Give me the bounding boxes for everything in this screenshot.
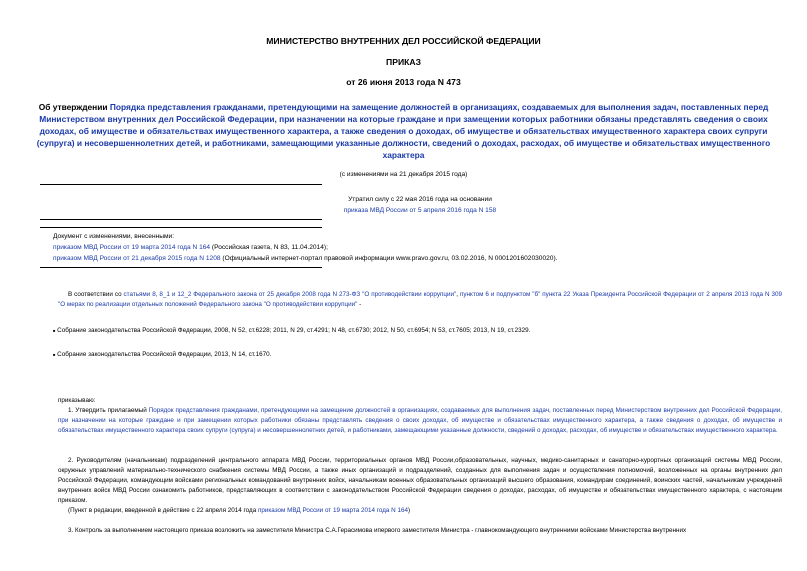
order-word: приказываю: bbox=[58, 397, 96, 404]
preamble-text: , bbox=[456, 291, 460, 298]
title-link[interactable]: Порядка представления гражданами, претендующими на замещение должностей в организациях, создаваемых для выполнения задач, поставленных перед Министерством внутренних дел Российской Федерации, при назначении на которые граждане и при замещении которых работники обязаны представлять сведения о своих доходах, об имуществе и обязательствах имущественного характера, а также сведения о доходах, об имуществе и обязательствах имущественного характера своих супруги (супруга) и несовершеннолетних детей, и работниками, замещающими указанные должности, сведений о доходах, расходах, об имуществе и обязательствах имущественного характера bbox=[36, 102, 771, 160]
changes-note: (с изменениями на 21 декабря 2015 года) bbox=[339, 171, 468, 178]
validity-link[interactable]: приказа МВД России от 5 апреля 2016 года N 158 bbox=[343, 207, 497, 214]
note-prefix: (Пункт в редакции, введенной в действие с 22 апреля 2014 года bbox=[68, 507, 258, 514]
footnote-text: Собрание законодательства Российской Федерации, 2013, N 14, ст.1670. bbox=[57, 351, 272, 358]
preamble-text: - bbox=[357, 301, 362, 308]
divider bbox=[40, 219, 322, 220]
procedure-link[interactable]: Порядок представления гражданами, претендующими на замещение должностей в организациях, создаваемых для выполнения задач, поставленных перед Министерством внутренних дел Российской Федерации, при назначении на которые граждане и при замещении которых работники обязаны представлять сведения о своих доходах, об имуществе и обязательствах имущественного характера, а также сведения о доходах, об имуществе и обязательствах имущественного характера своих супруги (супруга) и несовершеннолетних детей, и работниками, замещающими указанные должности, сведений о доходах, расходах, об имуществе и обязательствах имущественного характера. bbox=[58, 407, 783, 434]
divider bbox=[40, 184, 322, 185]
doc-type-heading: ПРИКАЗ bbox=[386, 57, 421, 67]
item-1 bbox=[58, 406, 782, 436]
amendment-link[interactable]: приказом МВД России от 21 декабря 2015 года N 1208 bbox=[53, 255, 221, 262]
item-3-text: 3. Контроль за выполнением настоящего приказа возложить на заместителя Министра С.А.Герасимова ипервого заместителя Министра - главнокомандующего внутренними войсками Министерства внутренних bbox=[68, 527, 687, 534]
footnote-text: Собрание законодательства Российской Федерации, 2008, N 52, ст.6228; 2011, N 29, ст.4291; N 48, ст.6730; 2012, N 50, ст.6954; N 53, ст.7605; 2013, N 19, ст.2329. bbox=[57, 327, 531, 334]
footnote-2: ■ Собрание законодательства Российской Федерации, 2013, N 14, ст.1670. bbox=[53, 351, 272, 358]
item-2 bbox=[58, 456, 782, 506]
item-1-prefix: 1. Утвердить прилагаемый bbox=[68, 407, 149, 414]
preamble-text: В соответствии со bbox=[68, 291, 124, 298]
note-suffix: ) bbox=[407, 507, 411, 514]
amendment-source: (Официальный интернет-портал правовой информации www.pravo.gov.ru, 03.02.2016, N 0001201602030020). bbox=[220, 255, 558, 262]
amendment-source: (Российская газета, N 83, 11.04.2014); bbox=[210, 244, 328, 251]
footnote-1: ■ Собрание законодательства Российской Федерации, 2008, N 52, ст.6228; 2011, N 29, ст.4291; N 48, ст.6730; 2012, N 50, ст.6954; N 53, ст.7605; 2013, N 19, ст.2329. bbox=[53, 327, 531, 334]
decree-link[interactable]: пунктом 6 и подпунктом "б" пункта 22 Указа Президента Российской Федерации от 2 апреля 2013 года N 309 "О мерах по реализации отдельных положений Федерального закона "О противодействии коррупции" bbox=[58, 291, 783, 308]
amendment-item bbox=[53, 254, 558, 263]
law-link[interactable]: статьями 8, 8_1 и 12_2 Федерального закона от 25 декабря 2008 года N 273-ФЗ "О противодействии коррупции" bbox=[123, 291, 457, 298]
amendment-item bbox=[53, 243, 328, 252]
amendments-heading: Документ с изменениями, внесенными: bbox=[53, 233, 175, 240]
document-title bbox=[20, 101, 787, 161]
item-2-text: 2. Руководителям (начальникам) подразделений центрального аппарата МВД России, территориальных органов МВД России,образовательных, научных, медико-санитарных и санаторно-курортных организаций системы МВД России, окружных управлений материально-технического снабжения системы МВД России, а также иных организаций и подразделений, созданных для выполнения задач и осуществления полномочий, возложенных на органы внутренних дел Российской Федерации, командующим войсками региональных командований внутренних войск, начальникам военных образовательных организаций высшего образования, командирам соединений, воинских частей, начальникам учреждений внутренних войск МВД России ознакомить работников, представляющих в соответствии с законодательством Российской Федерации сведения о доходах, расходах, об имуществе и обязательствах имущественного характера, с настоящим приказом. bbox=[58, 457, 782, 504]
validity-line: Утратил силу с 22 мая 2016 года на основании bbox=[348, 196, 492, 203]
ministry-heading: МИНИСТЕРСТВО ВНУТРЕННИХ ДЕЛ РОССИЙСКОЙ ФЕДЕРАЦИИ bbox=[266, 36, 541, 46]
doc-date: от 26 июня 2013 года N 473 bbox=[346, 77, 461, 87]
amendment-link[interactable]: приказом МВД России от 19 марта 2014 года N 164 bbox=[53, 244, 211, 251]
preamble bbox=[58, 290, 782, 310]
divider bbox=[40, 227, 322, 228]
divider bbox=[40, 267, 322, 268]
title-prefix: Об утверждении bbox=[38, 102, 110, 112]
item-2-note bbox=[68, 506, 410, 515]
note-link[interactable]: приказом МВД России от 19 марта 2014 года N 164 bbox=[257, 507, 408, 514]
item-3 bbox=[58, 526, 782, 536]
